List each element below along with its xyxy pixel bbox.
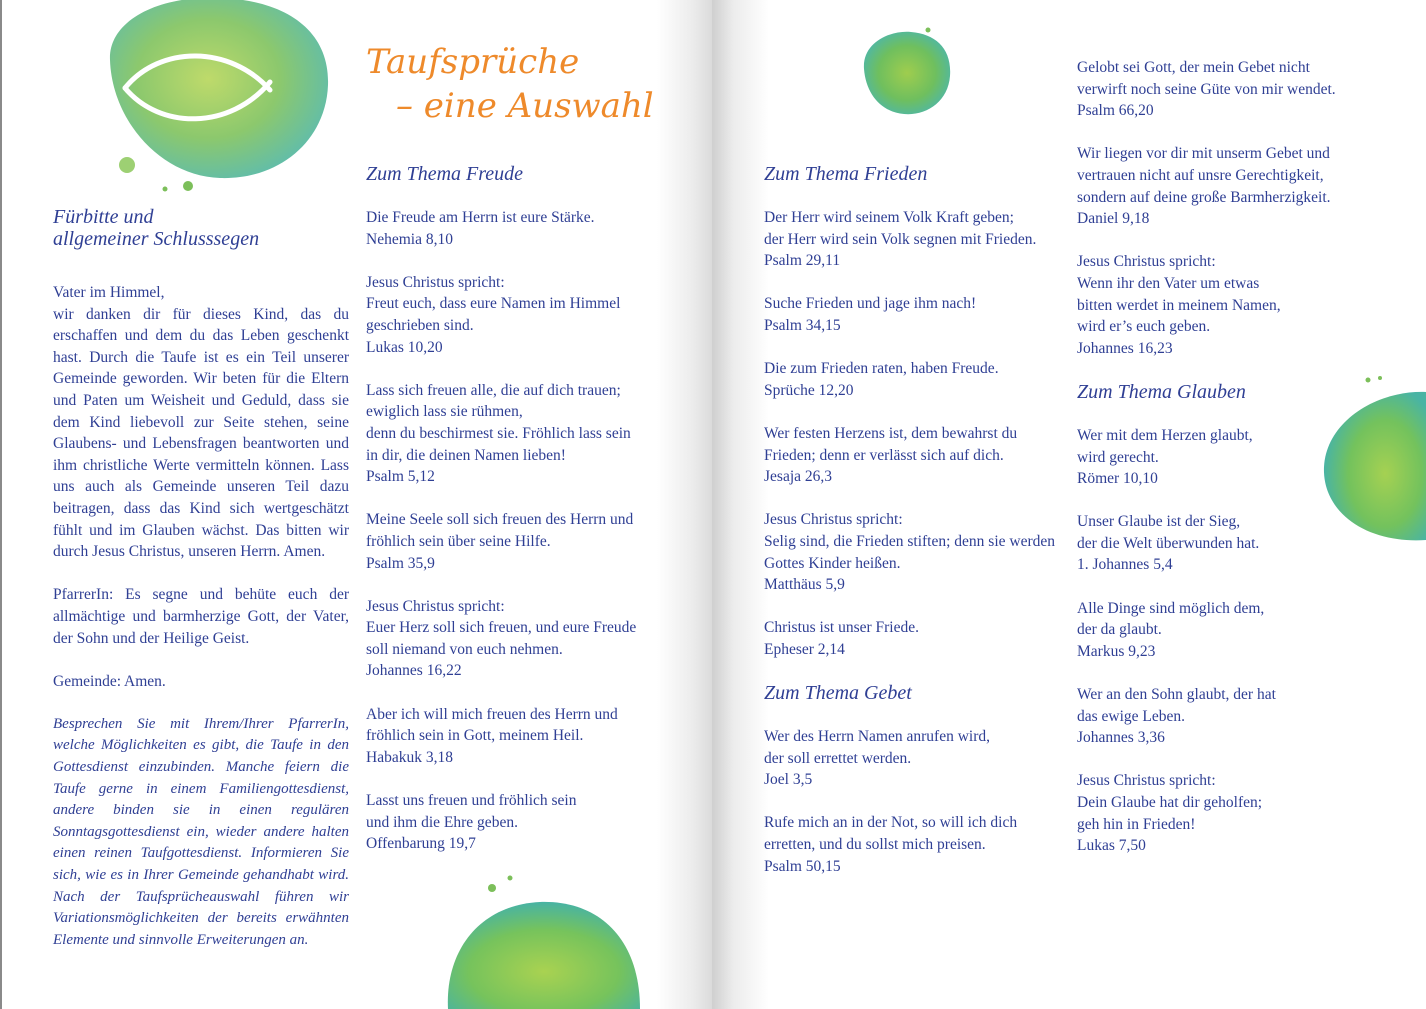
- verse-text: Gelobt sei Gott, der mein Gebet nicht verwirft noch seine Güte von mir wendet.: [1077, 59, 1336, 98]
- freude-verse-list: [366, 207, 666, 855]
- verse-block: [1077, 684, 1362, 749]
- verse-text: Wer mit dem Herzen glaubt, wird gerecht.: [1077, 426, 1253, 466]
- verse-block: [764, 293, 1064, 336]
- note-text: Besprechen Sie mit Ihrem/Ihrer PfarrerIn, welche Möglichkeiten es gibt, die Taufe in den Gottesdienst einzubinden. Manche feiern die Taufe gerne in einem Familiengottesdienst, andere binden sie in einen regulären Sonntagsgottesdienst ein, wieder andere halten einen reinen Taufgottesdienst. Informieren Sie sich, wie es in Ihrer Gemeinde gehandhabt wird. Nach der Taufsprücheauswahl führen wir Variationsmöglichkeiten der bereits erwähnten Elemente und sinnvolle Erweiterungen an.: [53, 715, 349, 948]
- verse-block: [1077, 770, 1362, 856]
- verse-text: Unser Glaube ist der Sieg, der die Welt überwunden hat.: [1077, 513, 1260, 552]
- verse-block: [366, 790, 666, 855]
- verse-text: Die zum Frieden raten, haben Freude.: [764, 360, 999, 378]
- gebet-continued-list: [1077, 57, 1362, 359]
- verse-reference: Johannes 16,22: [366, 662, 462, 680]
- verse-reference: Matthäus 5,9: [764, 576, 845, 594]
- verse-reference: Psalm 5,12: [366, 468, 435, 486]
- verse-block: [764, 726, 1064, 791]
- verse-reference: Joel 3,5: [764, 771, 813, 789]
- verse-block: [764, 812, 1064, 877]
- verse-reference: Sprüche 12,20: [764, 381, 854, 399]
- verse-block: [764, 423, 1064, 488]
- verse-block: [1077, 57, 1362, 122]
- verse-reference: Jesaja 26,3: [764, 468, 833, 486]
- verse-block: [1077, 598, 1362, 663]
- verse-block: [1077, 251, 1362, 359]
- small-blob-decoration: [856, 24, 958, 124]
- verse-block: [764, 617, 1064, 660]
- gebet-verse-list: [764, 726, 1064, 877]
- verse-text: Jesus Christus spricht: Wenn ihr den Vater um etwas bitten werdet in meinem Namen, wird er’s euch geben.: [1077, 253, 1281, 336]
- prayer-body: wir danken dir für dieses Kind, das du erschaffen und dem du das Leben geschenkt hast. Durch die Taufe ist es ein Teil unserer Gemeinde geworden. Wir beten für die Eltern und Paten um Weisheit und Geduld, dass sie dem Kind liebevoll zur Seite stehen, seine Glaubens- und Lebensfragen beantworten und ihm christliche Werte vermitteln können. Lass uns auch als Gemeinde unseren Teil dazu beitragen, dass das Kind sich wertgeschätzt fühlt und im Glauben wächst. Das bitten wir durch Jesus Christus, unseren Herrn. Amen.: [53, 305, 349, 561]
- verse-text: Der Herr wird seinem Volk Kraft geben; der Herr wird sein Volk segnen mit Frieden.: [764, 209, 1037, 248]
- frieden-heading: Zum Thema Frieden: [764, 163, 928, 185]
- prayer-opening: Vater im Himmel,: [53, 284, 165, 301]
- frieden-verse-list: [764, 207, 1064, 660]
- verse-block: [764, 207, 1064, 272]
- verse-block: [764, 358, 1064, 401]
- verse-text: Jesus Christus spricht: Freut euch, dass eure Namen im Himmel geschrieben sind.: [366, 273, 621, 334]
- glauben-verse-list: [1077, 425, 1362, 857]
- section-heading: Fürbitte und allgemeiner Schlusssegen: [53, 206, 260, 250]
- verse-reference: Psalm 29,11: [764, 252, 841, 270]
- verse-reference: Offenbarung 19,7: [366, 835, 476, 853]
- verse-reference: Johannes 16,23: [1077, 339, 1173, 357]
- verse-block: [366, 509, 666, 574]
- verse-text: Suche Frieden und jage ihm nach!: [764, 295, 977, 313]
- verse-reference: Psalm 35,9: [366, 554, 435, 572]
- verse-text: Die Freude am Herrn ist eure Stärke.: [366, 209, 595, 226]
- verse-text: Wer festen Herzens ist, dem bewahrst du Frieden; denn er verlässt sich auf dich.: [764, 424, 1018, 464]
- freude-column: [366, 163, 666, 876]
- glauben-heading: Zum Thema Glauben: [1077, 380, 1246, 403]
- verse-text: Meine Seele soll sich freuen des Herrn und fröhlich sein über seine Hilfe.: [366, 511, 634, 550]
- verse-text: Alle Dinge sind möglich dem, der da glaubt.: [1077, 599, 1265, 639]
- verse-text: Rufe mich an in der Not, so will ich dich erretten, und du sollst mich preisen.: [764, 814, 1018, 854]
- left-column: [53, 206, 349, 973]
- verse-reference: 1. Johannes 5,4: [1077, 556, 1173, 574]
- verse-reference: Habakuk 3,18: [366, 748, 453, 766]
- verse-text: Jesus Christus spricht: Dein Glaube hat dir geholfen; geh hin in Frieden!: [1077, 772, 1263, 833]
- verse-text: Jesus Christus spricht: Euer Herz soll sich freuen, und eure Freude soll niemand von euch nehmen.: [366, 597, 637, 658]
- verse-block: [764, 509, 1064, 595]
- verse-reference: Lukas 7,50: [1077, 837, 1146, 855]
- verse-block: [366, 596, 666, 682]
- frieden-column: [764, 163, 1064, 899]
- verse-text: Christus ist unser Friede.: [764, 619, 919, 637]
- verse-text: Wer des Herrn Namen anrufen wird, der soll errettet werden.: [764, 728, 990, 767]
- freude-heading: Zum Thema Freude: [366, 163, 524, 185]
- verse-block: [366, 704, 666, 769]
- verse-block: [366, 272, 666, 358]
- verse-block: [1077, 143, 1362, 229]
- verse-block: [1077, 425, 1362, 490]
- verse-reference: Markus 9,23: [1077, 642, 1156, 660]
- verse-reference: Römer 10,10: [1077, 470, 1158, 488]
- verse-reference: Daniel 9,18: [1077, 210, 1150, 228]
- response-text: Gemeinde: Amen.: [53, 672, 166, 690]
- verse-block: [366, 380, 666, 488]
- verse-block: [366, 207, 666, 250]
- blessing-text: PfarrerIn: Es segne und behüte euch der allmächtige und barmherzige Gott, der Vater, der Sohn und der Heilige Geist.: [53, 586, 349, 647]
- verse-reference: Epheser 2,14: [764, 640, 845, 658]
- verse-reference: Johannes 3,36: [1077, 729, 1165, 747]
- verse-reference: Psalm 50,15: [764, 857, 841, 875]
- glauben-column: [1077, 57, 1362, 878]
- verse-reference: Psalm 66,20: [1077, 102, 1154, 120]
- verse-reference: Nehemia 8,10: [366, 230, 453, 248]
- verse-text: Aber ich will mich freuen des Herrn und fröhlich sein in Gott, meinem Heil.: [366, 705, 618, 745]
- verse-block: [1077, 511, 1362, 576]
- verse-text: Jesus Christus spricht: Selig sind, die Frieden stiften; denn sie werden Gottes Kinder heißen.: [764, 511, 1055, 572]
- fish-blob-decoration: [100, 0, 335, 195]
- verse-text: Lasst uns freuen und fröhlich sein und ihm die Ehre geben.: [366, 792, 577, 831]
- page-title: Taufsprüche – eine Auswahl: [366, 42, 654, 126]
- verse-reference: Psalm 34,15: [764, 316, 841, 334]
- verse-text: Lass sich freuen alle, die auf dich trauen; ewiglich lass sie rühmen, denn du beschirmest sie. Fröhlich lass sein in dir, die deinen Namen lieben!: [366, 381, 631, 464]
- bottom-blob-decoration: [440, 870, 645, 1009]
- verse-reference: Lukas 10,20: [366, 338, 443, 356]
- verse-text: Wer an den Sohn glaubt, der hat das ewige Leben.: [1077, 686, 1276, 725]
- verse-text: Wir liegen vor dir mit unserm Gebet und vertrauen nicht auf unsre Gerechtigkeit, sondern auf deine große Barmherzigkeit.: [1077, 145, 1331, 206]
- gebet-heading: Zum Thema Gebet: [764, 682, 912, 705]
